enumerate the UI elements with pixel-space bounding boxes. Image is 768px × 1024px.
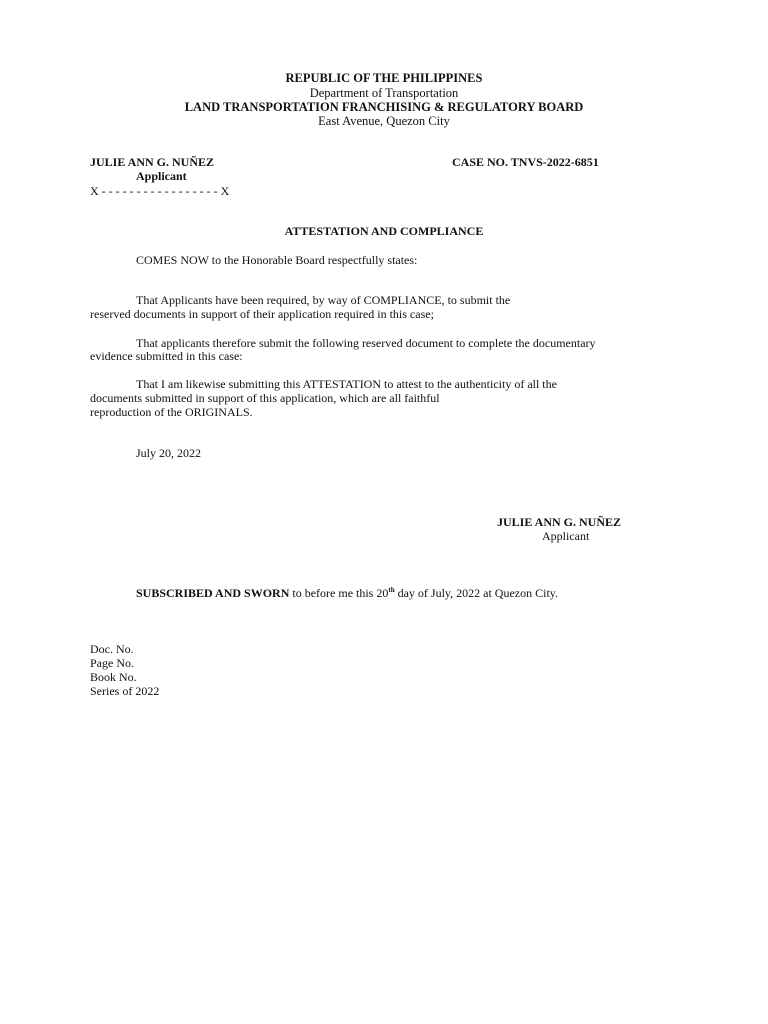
paragraph-attestation-line1: That I am likewise submitting this ATTESTATION to attest to the authenticity of all the [136,377,557,391]
document-date: July 20, 2022 [136,446,202,460]
republic-heading: REPUBLIC OF THE PHILIPPINES [285,71,483,85]
doc-no: Doc. No. [90,642,134,656]
paragraph-compliance-line2: reserved documents in support of their application required in this case; [90,307,434,321]
jurat [136,586,558,601]
paragraph-compliance-line1: That Applicants have been required, by way of COMPLIANCE, to submit the [136,293,511,307]
caption-applicant-name: JULIE ANN G. NUÑEZ [90,155,215,169]
page-no: Page No. [90,656,134,670]
paragraph-submission-line1: That applicants therefore submit the following reserved document to complete the documentary [136,336,596,350]
signatory-name: JULIE ANN G. NUÑEZ [497,515,622,529]
paragraph-attestation-line2: documents submitted in support of this application, which are all faithful [90,391,440,405]
jurat-bold: SUBSCRIBED AND SWORN [136,586,290,600]
series: Series of 2022 [90,684,160,698]
book-no: Book No. [90,670,137,684]
jurat-text-after: day of July, 2022 at Quezon City. [394,586,559,600]
signatory-role: Applicant [542,529,590,543]
department-heading: Department of Transportation [309,86,459,100]
paragraph-comes-now: COMES NOW to the Honorable Board respectfully states: [136,253,418,267]
board-heading: LAND TRANSPORTATION FRANCHISING & REGULATORY BOARD [184,100,584,114]
caption-applicant-role: Applicant [136,169,187,183]
document-title: ATTESTATION AND COMPLIANCE [284,224,484,238]
caption-separator: X - - - - - - - - - - - - - - - - - X [90,184,230,198]
jurat-superscript: th [388,586,395,594]
paragraph-submission-line2: evidence submitted in this case: [90,349,243,363]
jurat-text-before: to before me this 20 [289,586,389,600]
address-heading: East Avenue, Quezon City [318,114,450,128]
paragraph-attestation-line3: reproduction of the ORIGINALS. [90,405,253,419]
case-number: CASE NO. TNVS-2022-6851 [452,155,599,169]
